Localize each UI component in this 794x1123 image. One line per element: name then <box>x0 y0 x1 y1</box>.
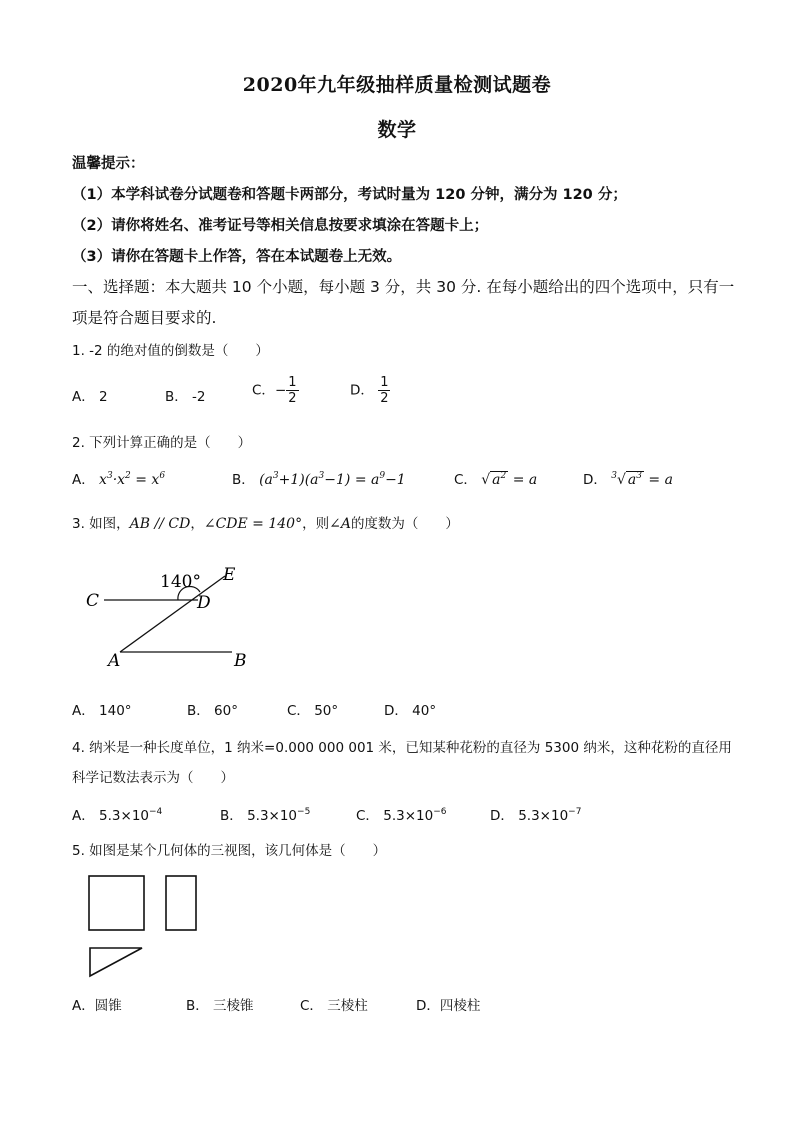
q4-option-a <box>72 804 162 824</box>
q3-stem-mid: ，则 <box>302 516 330 532</box>
label-c: C <box>86 591 100 611</box>
q3-stem-angle: ∠CDE = 140° <box>203 516 303 532</box>
q2-option-d-formula: $^3$√ $a^3 = a$ <box>611 471 673 488</box>
q2-option-b-prefix: B． <box>232 472 255 488</box>
q5-option-b: B． 三棱锥 <box>186 998 254 1014</box>
q4-option-c-exponent: −6 <box>433 807 447 817</box>
q3-stem-suffix: 的度数为（ ） <box>350 516 459 532</box>
q2-option-a-formula: $x^3\cdot x^2 = x^6$ <box>99 471 166 488</box>
q1-option-d <box>350 375 390 406</box>
tip-item-2: （2）请你将姓名、准考证号等相关信息按要求填涂在答题卡上； <box>72 218 489 234</box>
q1-option-d-fraction <box>378 375 390 406</box>
q5-option-a: A．圆锥 <box>72 998 122 1014</box>
section-heading-line1: 一、选择题：本大题共 10 个小题，每小题 3 分，共 30 分. 在每小题给出的四个选项中，只有一 <box>72 278 735 296</box>
q4-option-a-prefix: A． <box>72 808 95 824</box>
q1-option-c-denominator: 2 <box>288 391 297 406</box>
q4-option-d <box>490 804 581 824</box>
tip-item-3: （3）请你在答题卡上作答，答在本试题卷上无效。 <box>72 249 402 265</box>
q2-option-a <box>72 468 165 488</box>
q3-stem-prefix: 3. 如图， <box>72 516 130 532</box>
q4-option-b-mantissa: 5.3×10 <box>247 808 298 824</box>
q1-option-a: A． 2 <box>72 389 108 405</box>
q4-stem-line1: 4. 纳米是一种长度单位，1 纳米=0.000 000 001 米，已知某种花粉的直径为 5300 纳米，这种花粉的直径用 <box>72 740 732 756</box>
q4-option-b <box>220 804 310 824</box>
q3-stem <box>72 512 459 532</box>
q2-option-d-prefix: D． <box>583 472 607 488</box>
q2-option-d <box>583 468 673 488</box>
q5-three-views-figure <box>84 872 204 984</box>
subject-title: 数学 <box>377 119 417 141</box>
label-b: B <box>234 651 247 671</box>
q5-stem: 5. 如图是某个几何体的三视图，该几何体是（ ） <box>72 843 387 859</box>
side-view-rectangle <box>166 876 196 930</box>
q3-stem-sep: ， <box>190 516 204 532</box>
q1-option-d-numerator: 1 <box>380 375 389 390</box>
q2-option-b <box>232 468 406 488</box>
q4-option-c <box>356 804 446 824</box>
section-heading-line2: 项是符合题目要求的. <box>72 309 217 327</box>
q1-option-c-numerator: 1 <box>288 375 297 390</box>
q4-option-a-mantissa: 5.3×10 <box>99 808 150 824</box>
q1-option-c <box>252 375 299 406</box>
q5-option-d: D．四棱柱 <box>416 998 481 1014</box>
q2-option-c-formula: √ $a^2 = a$ <box>481 471 538 488</box>
tips-heading: 温馨提示： <box>72 156 145 172</box>
tip-item-1: （1）本学科试卷分试题卷和答题卡两部分，考试时量为 120 分钟，满分为 120 分； <box>72 187 627 203</box>
q3-option-b: B． 60° <box>187 703 238 719</box>
q3-figure <box>80 560 270 672</box>
q2-stem: 2. 下列计算正确的是（ ） <box>72 435 252 451</box>
q4-option-b-prefix: B． <box>220 808 243 824</box>
q4-stem-line2: 科学记数法表示为（ ） <box>72 770 234 786</box>
q3-option-d: D． 40° <box>384 703 437 719</box>
q1-option-c-fraction <box>286 375 298 406</box>
q4-option-d-exponent: −7 <box>568 807 582 817</box>
q2-option-a-prefix: A． <box>72 472 95 488</box>
label-e: E <box>223 565 236 585</box>
q2-option-c-prefix: C． <box>454 472 477 488</box>
q3-stem-angle-a: ∠A <box>329 516 351 532</box>
q4-option-d-prefix: D． <box>490 808 514 824</box>
q1-option-d-denominator: 2 <box>380 391 389 406</box>
q4-option-d-mantissa: 5.3×10 <box>518 808 569 824</box>
label-a: A <box>108 651 121 671</box>
q4-option-c-prefix: C． <box>356 808 379 824</box>
q3-option-a: A． 140° <box>72 703 132 719</box>
top-view-triangle <box>90 948 142 976</box>
q3-option-c: C． 50° <box>287 703 339 719</box>
q2-option-b-formula: $(a^3+1)(a^3-1) = a^9-1$ <box>259 471 406 488</box>
label-angle-140: 140° <box>160 572 201 592</box>
q2-option-c <box>454 468 537 488</box>
q1-option-c-sign: − <box>274 382 287 399</box>
q1-option-b: B． -2 <box>165 389 206 405</box>
q4-option-a-exponent: −4 <box>149 807 163 817</box>
q4-option-c-mantissa: 5.3×10 <box>383 808 434 824</box>
q1-stem: 1. -2 的绝对值的倒数是（ ） <box>72 343 269 359</box>
q1-option-d-prefix: D． <box>350 382 374 399</box>
q5-option-c: C． 三棱柱 <box>300 998 368 1014</box>
q4-option-b-exponent: −5 <box>297 807 311 817</box>
q3-stem-parallel: AB // CD <box>129 516 191 532</box>
label-d: D <box>197 593 211 613</box>
q1-option-c-prefix: C． <box>252 382 275 399</box>
front-view-square <box>89 876 144 930</box>
exam-title: 2020年九年级抽样质量检测试题卷 <box>242 74 552 96</box>
